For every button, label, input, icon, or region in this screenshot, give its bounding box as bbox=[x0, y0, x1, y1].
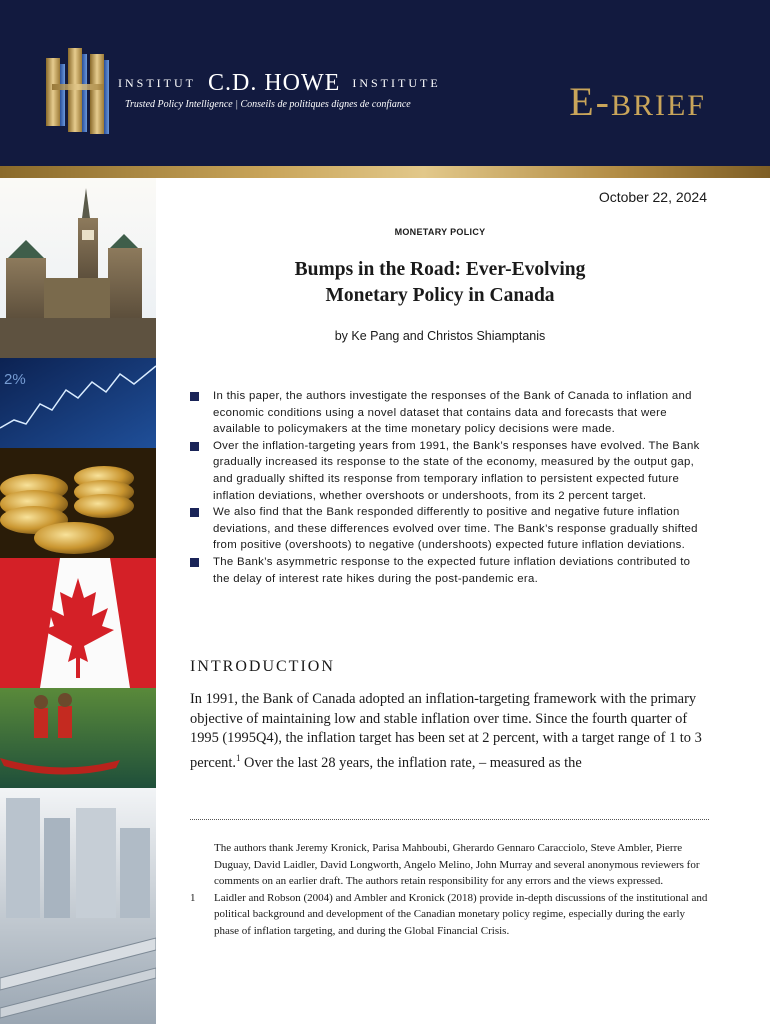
footnote-reference[interactable]: 1 bbox=[235, 752, 241, 763]
institute-name: C.D. HOWE bbox=[208, 70, 341, 96]
bullet-square-icon bbox=[190, 558, 199, 567]
ebrief-logo bbox=[569, 78, 706, 125]
summary-bullet bbox=[190, 438, 710, 504]
page-title bbox=[190, 257, 690, 309]
bullet-square-icon bbox=[190, 392, 199, 401]
intro-text-part2: Over the last 28 years, the inflation rate, – measured as the bbox=[240, 754, 582, 771]
footnotes bbox=[190, 840, 710, 940]
footnote-acknowledgement bbox=[190, 840, 710, 890]
footnote-number: 1 bbox=[190, 891, 196, 904]
collage-image bbox=[0, 178, 156, 1024]
summary-bullet-text: In this paper, the authors investigate the responses of the Bank of Canada to inflation and economic conditions using a novel dataset that contains data and forecasts that were available to policymakers at the time monetary policy decisions were made. bbox=[213, 390, 692, 436]
title-line-1: Bumps in the Road: Ever-Evolving bbox=[294, 259, 586, 280]
publication-date: October 22, 2024 bbox=[598, 189, 707, 205]
ebrief-rest: BRIEF bbox=[610, 89, 706, 122]
footnote-divider bbox=[190, 819, 709, 820]
section-heading-introduction: INTRODUCTION bbox=[190, 658, 335, 675]
ebrief-initial: E- bbox=[569, 79, 611, 124]
summary-bullet bbox=[190, 554, 710, 587]
summary-bullet-text: The Bank’s asymmetric response to the expected future inflation deviations contributed to the delay of interest rate hikes during the post-pandemic era. bbox=[213, 555, 691, 585]
bullet-square-icon bbox=[190, 442, 199, 451]
cd-howe-logo-icon bbox=[44, 44, 114, 140]
summary-bullet bbox=[190, 388, 710, 438]
institute-tagline: Trusted Policy Intelligence | Conseils de politiques dignes de confiance bbox=[125, 99, 411, 110]
footnote-text: The authors thank Jeremy Kronick, Parisa Mahboubi, Gherardo Gennaro Caracciolo, Steve Ambler, Pierre Duguay, David Laidler, David Longworth, Angelo Melino, John Murray and several anonymous reviewers for comments on an earlier draft. The authors retain responsibility for any errors and the views expressed. bbox=[214, 842, 700, 888]
title-line-2: Monetary Policy in Canada bbox=[325, 285, 555, 306]
gold-divider bbox=[0, 166, 770, 178]
summary-bullet-list bbox=[190, 388, 710, 587]
footnote-text: Laidler and Robson (2004) and Ambler and Kronick (2018) provide in-depth discussions of the institutional and political background and development of the Canadian monetary policy regime, especially during the early phase of inflation targeting, and during the Global Financial Crisis. bbox=[214, 891, 708, 937]
bullet-square-icon bbox=[190, 508, 199, 517]
introduction-paragraph bbox=[190, 690, 710, 773]
summary-bullet-text: Over the inflation-targeting years from 1991, the Bank’s responses have evolved. The Bank gradually increased its response to the state of the economy, measured by the output gap, and gradually shifted its response from temporary inflation to persistent expected future inflation deviations, whether overshoots or undershoots, from its 2 percent target. bbox=[213, 439, 700, 502]
summary-bullet bbox=[190, 504, 710, 554]
summary-bullet-text: We also find that the Bank responded differently to positive and negative future inflation deviations, and these differences evolved over time. The Bank’s response gradually shifted from positive (overshoots) to negative (undershoots) expected future inflation deviations. bbox=[213, 506, 698, 552]
header-banner bbox=[0, 0, 770, 166]
institute-label: INSTITUTE bbox=[352, 76, 441, 90]
institut-label: INSTITUT bbox=[118, 76, 196, 90]
chart-label: 2% bbox=[4, 371, 26, 388]
intro-text-part1: In 1991, the Bank of Canada adopted an inflation-targeting framework with the primary objective of maintaining low and stable inflation over time. Since the fourth quarter of 1995 (1995Q4), the inflation target has been set at 2 percent, with a target range of 1 to 3 percent. bbox=[190, 691, 702, 771]
category-label: MONETARY POLICY bbox=[394, 227, 486, 237]
institute-wordmark bbox=[118, 70, 441, 97]
sidebar-collage bbox=[0, 178, 156, 1024]
author-byline: by Ke Pang and Christos Shiamptanis bbox=[334, 329, 546, 343]
footnote-1 bbox=[190, 890, 710, 940]
